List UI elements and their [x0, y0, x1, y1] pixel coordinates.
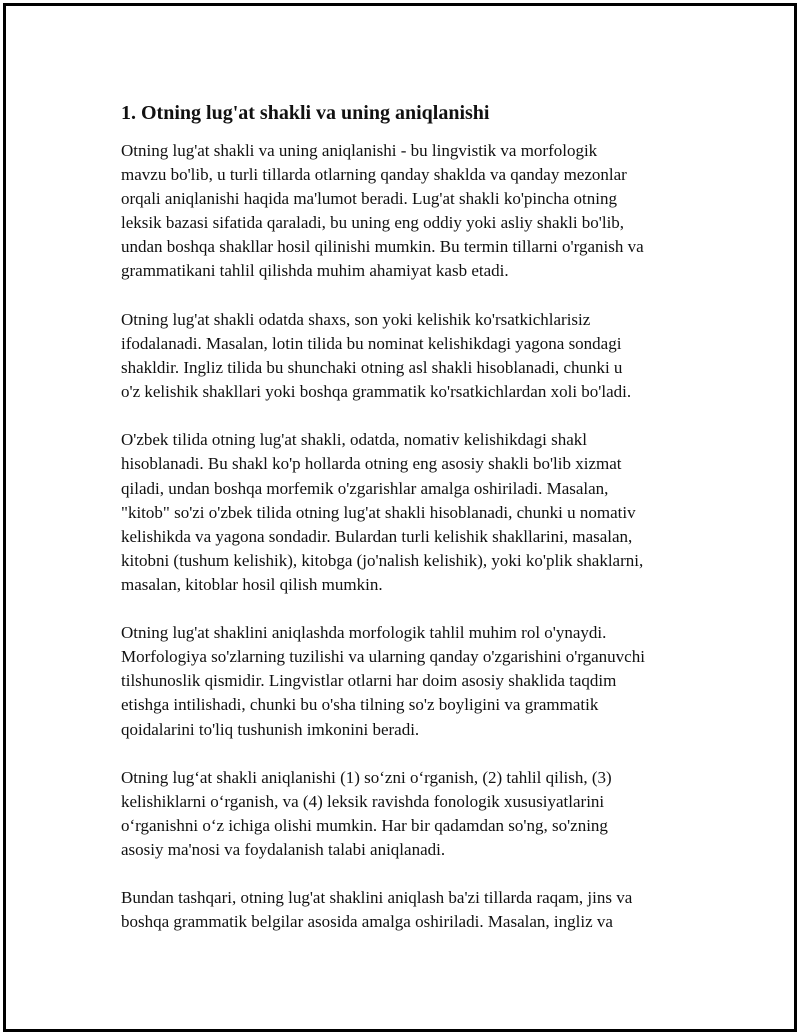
paragraph-gap	[121, 597, 701, 621]
text-line: asosiy ma'nosi va foydalanish talabi aniqlanadi.	[121, 840, 446, 860]
text-line: shakldir. Ingliz tilida bu shunchaki otning asl shakli hisoblanadi, chunki u	[121, 357, 623, 377]
paragraph-gap	[121, 284, 701, 308]
document-body	[121, 100, 701, 935]
text-line: tilshunoslik qismidir. Lingvistlar otlarni har doim asosiy shaklida taqdim	[121, 671, 617, 691]
paragraph	[121, 886, 701, 934]
text-line: Bundan tashqari, otning lug'at shaklini aniqlash ba'zi tillarda raqam, jins va	[121, 888, 633, 908]
text-line: o‘rganishni o‘z ichiga olishi mumkin. Har bir qadamdan so'ng, so'zning	[121, 816, 608, 835]
paragraph	[121, 766, 701, 862]
text-line: "kitob" so'zi o'zbek tilida otning lug'at shakli hisoblanadi, chunki u nomativ	[121, 502, 636, 522]
paragraph	[121, 139, 701, 284]
text-line: boshqa grammatik belgilar asosida amalga oshiriladi. Masalan, ingliz va	[121, 912, 613, 932]
paragraph	[121, 621, 701, 741]
text-line: kelishiklarni o‘rganish, va (4) leksik ravishda fonologik xususiyatlarini	[121, 791, 605, 811]
text-line: undan boshqa shakllar hosil qilinishi mumkin. Bu termin tillarni o'rganish va	[121, 237, 644, 257]
paragraph-gap	[121, 862, 701, 886]
text-line: qiladi, undan boshqa morfemik o'zgarishlar amalga oshiriladi. Masalan,	[121, 478, 609, 498]
text-line: ifodalanadi. Masalan, lotin tilida bu nominat kelishikdagi yagona sondagi	[121, 333, 622, 353]
text-line: masalan, kitoblar hosil qilish mumkin.	[121, 574, 383, 594]
text-line: mavzu bo'lib, u turli tillarda otlarning qanday shaklda va qanday mezonlar	[121, 165, 627, 185]
paragraph	[121, 308, 701, 404]
paragraph	[121, 428, 701, 597]
page-frame	[3, 3, 797, 1032]
text-line: O'zbek tilida otning lug'at shakli, odatda, nomativ kelishikdagi shakl	[121, 430, 587, 450]
text-line: kitobni (tushum kelishik), kitobga (jo'nalish kelishik), yoki ko'plik shaklarni,	[121, 550, 644, 570]
text-line: hisoblanadi. Bu shakl ko'p hollarda otning eng asosiy shakli bo'lib xizmat	[121, 454, 622, 474]
section-heading: 1. Otning lug'at shakli va uning aniqlanishi	[121, 102, 490, 124]
text-line: grammatikani tahlil qilishda muhim ahamiyat kasb etadi.	[121, 261, 509, 281]
text-line: kelishikda va yagona sondadir. Bulardan turli kelishik shakllarini, masalan,	[121, 526, 633, 546]
text-line: Otning lug'at shaklini aniqlashda morfologik tahlil muhim rol o'ynaydi.	[121, 623, 607, 643]
text-line: etishga intilishadi, chunki bu o'sha tilning so'z boyligini va grammatik	[121, 695, 599, 715]
text-line: Otning lug'at shakli va uning aniqlanishi - bu lingvistik va morfologik	[121, 141, 598, 160]
text-line: leksik bazasi sifatida qaraladi, bu uning eng oddiy yoki asliy shakli bo'lib,	[121, 213, 625, 233]
text-line: Otning lug'at shakli odatda shaxs, son yoki kelishik ko'rsatkichlarisiz	[121, 309, 591, 329]
text-line: orqali aniqlanishi haqida ma'lumot beradi. Lug'at shakli ko'pincha otning	[121, 189, 617, 209]
text-line: qoidalarini to'liq tushunish imkonini beradi.	[121, 719, 420, 739]
paragraph-container	[121, 139, 701, 935]
paragraph-gap	[121, 404, 701, 428]
text-line: Morfologiya so'zlarning tuzilishi va ularning qanday o'zgarishini o'rganuvchi	[121, 647, 645, 667]
paragraph-gap	[121, 742, 701, 766]
text-line: o'z kelishik shakllari yoki boshqa grammatik ko'rsatkichlardan xoli bo'ladi.	[121, 382, 632, 402]
text-line: Otning lug‘at shakli aniqlanishi (1) so‘zni o‘rganish, (2) tahlil qilish, (3)	[121, 767, 612, 787]
